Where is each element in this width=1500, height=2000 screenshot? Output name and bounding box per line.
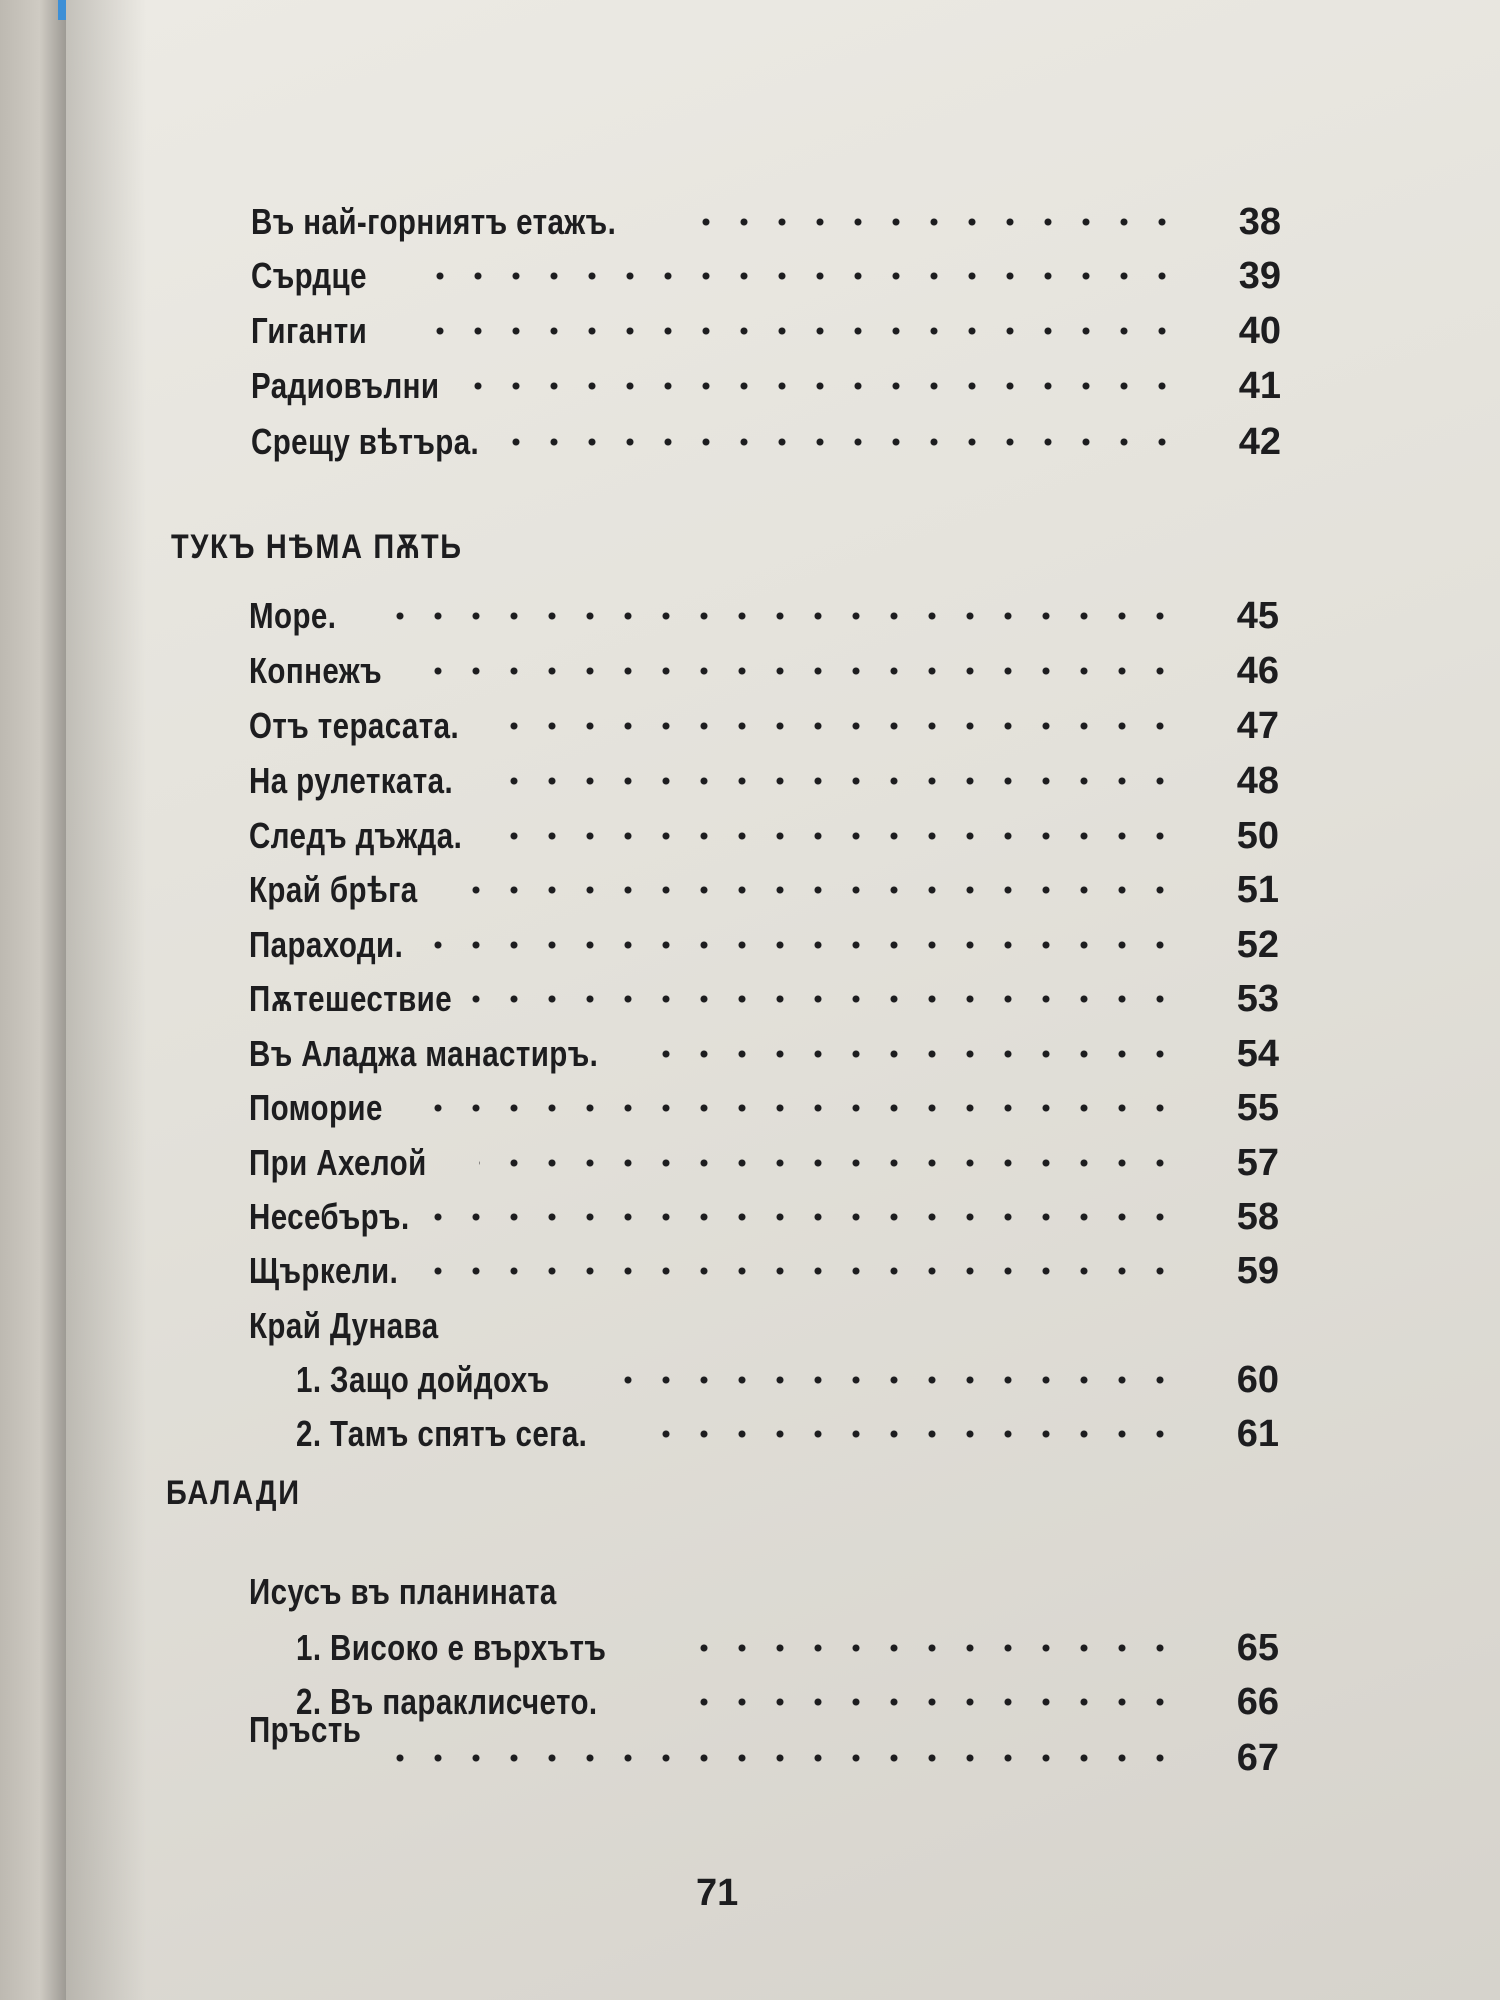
toc-entry-page: 46 [1236, 650, 1279, 692]
dot-leader [459, 864, 1179, 916]
dot-leader [499, 700, 1179, 752]
toc-entry-page: 57 [1236, 1142, 1279, 1184]
toc-entry-title: Копнежъ [249, 650, 383, 691]
dot-leader [499, 755, 1179, 807]
book-spine-edge [0, 0, 66, 2000]
page-gutter-shadow [66, 0, 146, 2000]
toc-entry [251, 305, 1281, 357]
dot-leader [369, 590, 1179, 642]
toc-subentry [296, 1622, 1279, 1674]
toc-entry [249, 1137, 1279, 1189]
toc-entry-title: Край Дунава [249, 1305, 439, 1346]
toc-entry-title: Край брѣга [249, 869, 418, 910]
toc-entry-title: 2. Тамъ спятъ сега. [296, 1413, 588, 1454]
toc-entry [249, 1028, 1279, 1080]
dot-leader [479, 1137, 1179, 1189]
toc-entry-title: Въ Аладжа манастиръ. [249, 1033, 599, 1074]
toc-entry-title: 1. Защо дойдохъ [296, 1359, 550, 1400]
page-number: 71 [696, 1872, 739, 1914]
toc-entry-title: 2. Въ параклисчето. [296, 1681, 598, 1722]
toc-entry-page: 48 [1236, 760, 1279, 802]
toc-entry-title: Следъ дъжда. [249, 815, 463, 856]
toc-entry-page: 47 [1236, 705, 1279, 747]
dot-leader [421, 305, 1181, 357]
toc-subentry [296, 1408, 1279, 1460]
dot-leader [501, 416, 1181, 468]
toc-entry-title: Щъркели. [249, 1250, 399, 1291]
toc-entry-page: 50 [1236, 815, 1279, 857]
section-heading: ТУКЪ НѢМА ПѪТЬ [171, 528, 463, 566]
book-page [66, 0, 1500, 2000]
toc-entry [249, 700, 1279, 752]
toc-entry-page: 42 [1238, 421, 1281, 463]
section-heading: БАЛАДИ [166, 1474, 301, 1512]
dot-leader [649, 1028, 1179, 1080]
toc-entry-page: 40 [1238, 310, 1281, 352]
toc-entry [249, 590, 1279, 642]
toc-entry-page: 55 [1236, 1087, 1279, 1129]
toc-entry [249, 1082, 1279, 1134]
toc-entry [249, 864, 1279, 916]
toc-entry [251, 416, 1281, 468]
dot-leader [451, 360, 1181, 412]
dot-leader [419, 645, 1179, 697]
toc-entry-page: 52 [1236, 924, 1279, 966]
toc-entry-title: Срещу вѣтъра. [251, 421, 480, 462]
toc-entry-title: Параходи. [249, 924, 404, 965]
toc-entry-page: 59 [1236, 1250, 1279, 1292]
toc-entry-title: Гиганти [251, 310, 368, 351]
toc-entry-page: 41 [1238, 365, 1281, 407]
dot-leader [421, 250, 1181, 302]
toc-entry-title: Исусъ въ планината [249, 1571, 557, 1612]
dot-leader [499, 810, 1179, 862]
toc-entry-title: При Ахелой [249, 1142, 427, 1183]
toc-entry-group [249, 1300, 1279, 1352]
toc-entry-page: 58 [1236, 1196, 1279, 1238]
toc-entry-page: 67 [1236, 1737, 1279, 1779]
toc-entry-title: Сърдце [251, 255, 367, 296]
toc-entry-group [249, 1566, 1279, 1618]
dot-leader [419, 1191, 1179, 1243]
toc-subentry [296, 1354, 1279, 1406]
toc-entry-title: На рулетката. [249, 760, 454, 801]
toc-entry [249, 1732, 1279, 1784]
toc-entry-title: Отъ терасата. [249, 705, 460, 746]
toc-entry-page: 53 [1236, 978, 1279, 1020]
dot-leader [379, 1732, 1179, 1784]
toc-entry [249, 810, 1279, 862]
toc-entry-page: 66 [1236, 1681, 1279, 1723]
toc-entry-title: Въ най-горниятъ етажъ. [251, 201, 617, 242]
dot-leader [419, 919, 1179, 971]
toc-entry [249, 1245, 1279, 1297]
toc-entry-title: 1. Високо е върхътъ [296, 1627, 607, 1668]
toc-entry-title: Радиовълни [251, 365, 440, 406]
toc-entry-page: 61 [1236, 1413, 1279, 1455]
toc-entry [249, 755, 1279, 807]
toc-entry-page: 65 [1236, 1627, 1279, 1669]
toc-entry-title: Поморие [249, 1087, 383, 1128]
dot-leader [419, 1245, 1179, 1297]
toc-entry [249, 973, 1279, 1025]
dot-leader [656, 1408, 1179, 1460]
toc-entry [249, 1191, 1279, 1243]
dot-leader [459, 973, 1179, 1025]
toc-entry-title: Море. [249, 595, 337, 636]
dot-leader [419, 1082, 1179, 1134]
toc-entry [251, 196, 1281, 248]
toc-entry-page: 38 [1238, 201, 1281, 243]
toc-entry-page: 39 [1238, 255, 1281, 297]
toc-entry-title: Несебъръ. [249, 1196, 410, 1237]
dot-leader [621, 1354, 1179, 1406]
toc-entry-page: 54 [1236, 1033, 1279, 1075]
toc-entry [251, 360, 1281, 412]
toc-entry-page: 60 [1236, 1359, 1279, 1401]
dot-leader [681, 196, 1181, 248]
toc-entry-title: Пѫтешествие [249, 978, 453, 1019]
toc-entry [249, 919, 1279, 971]
dot-leader [686, 1622, 1179, 1674]
toc-entry-page: 45 [1236, 595, 1279, 637]
toc-entry [251, 250, 1281, 302]
toc-entry-title: Пръсть [249, 1709, 362, 1750]
toc-entry-page: 51 [1236, 869, 1279, 911]
toc-entry [249, 645, 1279, 697]
